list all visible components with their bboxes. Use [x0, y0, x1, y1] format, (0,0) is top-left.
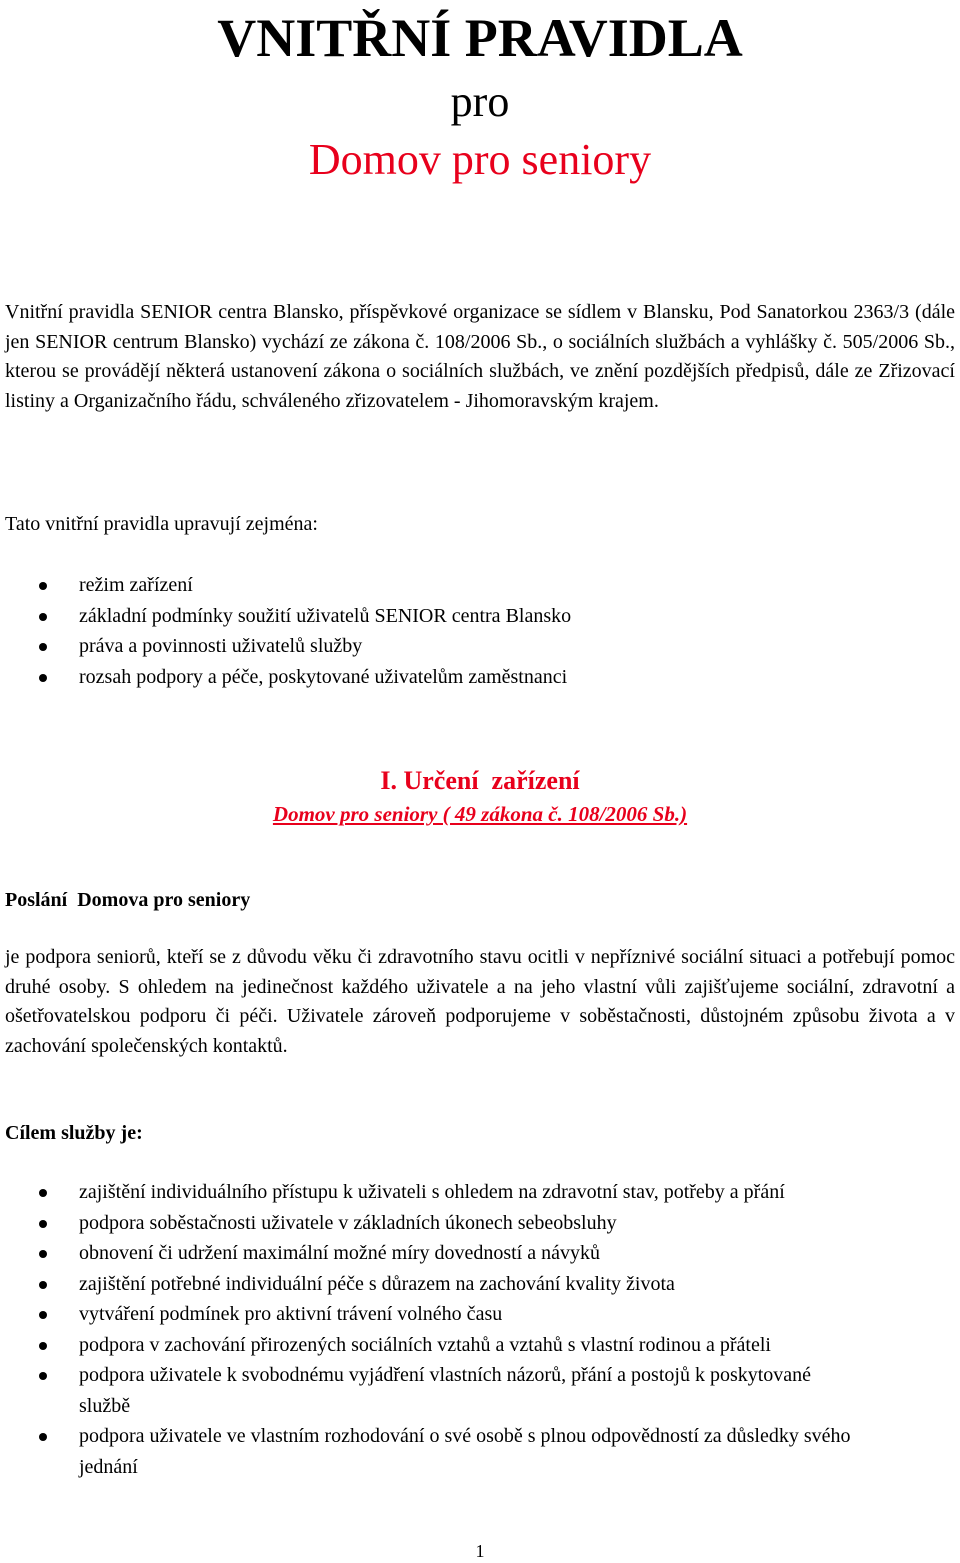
goals-heading: Cílem služby je:	[5, 1122, 143, 1144]
list-item-text: zajištění individuálního přístupu k uživateli s ohledem na zdravotní stav, potřeby a přání	[79, 1181, 785, 1203]
bullet-icon	[39, 1281, 47, 1289]
list-item-text: podpora v zachování přirozených sociálních vztahů a vztahů s vlastní rodinou a přáteli	[79, 1333, 771, 1356]
list-item	[0, 631, 960, 662]
list-item	[0, 1421, 960, 1482]
list-item	[0, 601, 960, 632]
list-item	[0, 1330, 960, 1361]
bullet-icon	[39, 1311, 47, 1319]
list-item-text: rozsah podpory a péče, poskytované uživatelům zaměstnanci	[79, 665, 568, 688]
bullet-icon	[39, 1433, 47, 1441]
goals-list	[0, 1177, 960, 1482]
list-item	[0, 1269, 960, 1300]
document-subtitle-service: Domov pro seniory	[308, 135, 652, 184]
mission-paragraph: je podpora seniorů, kteří se z důvodu věku či zdravotního stavu ocitli v nepříznivé sociální situaci a potřebují pomoc druhé osoby. S ohledem na jedinečnost každého uživatele a na jeho vlastní vůli zajišťujeme sociální, zdravotní a ošetřovatelskou podporu či péči. Uživatele zároveň podporujeme v soběstačnosti, důstojném způsobu života a v zachování společenských kontaktů.	[5, 946, 955, 1057]
list-item-text: podpora soběstačnosti uživatele v základních úkonech sebeobsluhy	[79, 1211, 617, 1234]
bullet-icon	[39, 582, 47, 590]
section-subheading: Domov pro seniory ( 49 zákona č. 108/2006 Sb.)	[272, 802, 688, 826]
bullet-icon	[39, 1220, 47, 1228]
list-item-text: podpora uživatele k svobodnému vyjádření vlastních názorů, přání a postojů k poskytované službě	[79, 1364, 812, 1417]
list-item-text: režim zařízení	[79, 574, 193, 596]
list-item	[0, 1177, 960, 1208]
section-heading: I. Určení zařízení	[380, 766, 580, 795]
bullet-icon	[39, 613, 47, 621]
list-item	[0, 1208, 960, 1239]
mission-heading: Poslání Domova pro seniory	[5, 889, 251, 911]
bullet-icon	[39, 1189, 47, 1197]
list-item	[0, 1238, 960, 1269]
bullet-icon	[39, 1372, 47, 1380]
list-item-text: práva a povinnosti uživatelů služby	[79, 635, 363, 657]
list-item-text: základní podmínky soužití uživatelů SENIOR centra Blansko	[79, 604, 572, 627]
list-item	[0, 1360, 960, 1421]
list-item-text: zajištění potřebné individuální péče s důrazem na zachování kvality života	[79, 1272, 675, 1295]
document-subtitle: pro	[450, 77, 510, 126]
page-number: 1	[475, 1541, 485, 1561]
bullet-icon	[39, 674, 47, 682]
list-item-text: podpora uživatele ve vlastním rozhodování o své osobě s plnou odpovědností za důsledky svého jednání	[79, 1425, 851, 1478]
bullet-icon	[39, 1250, 47, 1258]
list-item	[0, 570, 960, 601]
list-item-text: vytváření podmínek pro aktivní trávení volného času	[79, 1303, 503, 1325]
rules-lead: Tato vnitřní pravidla upravují zejména:	[5, 513, 318, 535]
bullet-icon	[39, 1342, 47, 1350]
document-title: VNITŘNÍ PRAVIDLA	[217, 8, 743, 68]
bullet-icon	[39, 643, 47, 651]
rules-list	[0, 570, 960, 692]
list-item	[0, 662, 960, 693]
intro-paragraph: Vnitřní pravidla SENIOR centra Blansko, příspěvkové organizace se sídlem v Blansku, Pod Sanatorkou 2363/3 (dále jen SENIOR centrum Blansko) vychází ze zákona č. 108/2006 Sb., o sociálních službách a vyhlášky č. 505/2006 Sb., kterou se provádějí některá ustanovení zákona o sociálních službách, ve znění pozdějších předpisů, dále ze Zřizovací listiny a Organizačního řádu, schváleného zřizovatelem - Jihomoravským krajem.	[5, 301, 955, 412]
list-item	[0, 1299, 960, 1330]
list-item-text: obnovení či udržení maximální možné míry dovedností a návyků	[79, 1242, 600, 1264]
